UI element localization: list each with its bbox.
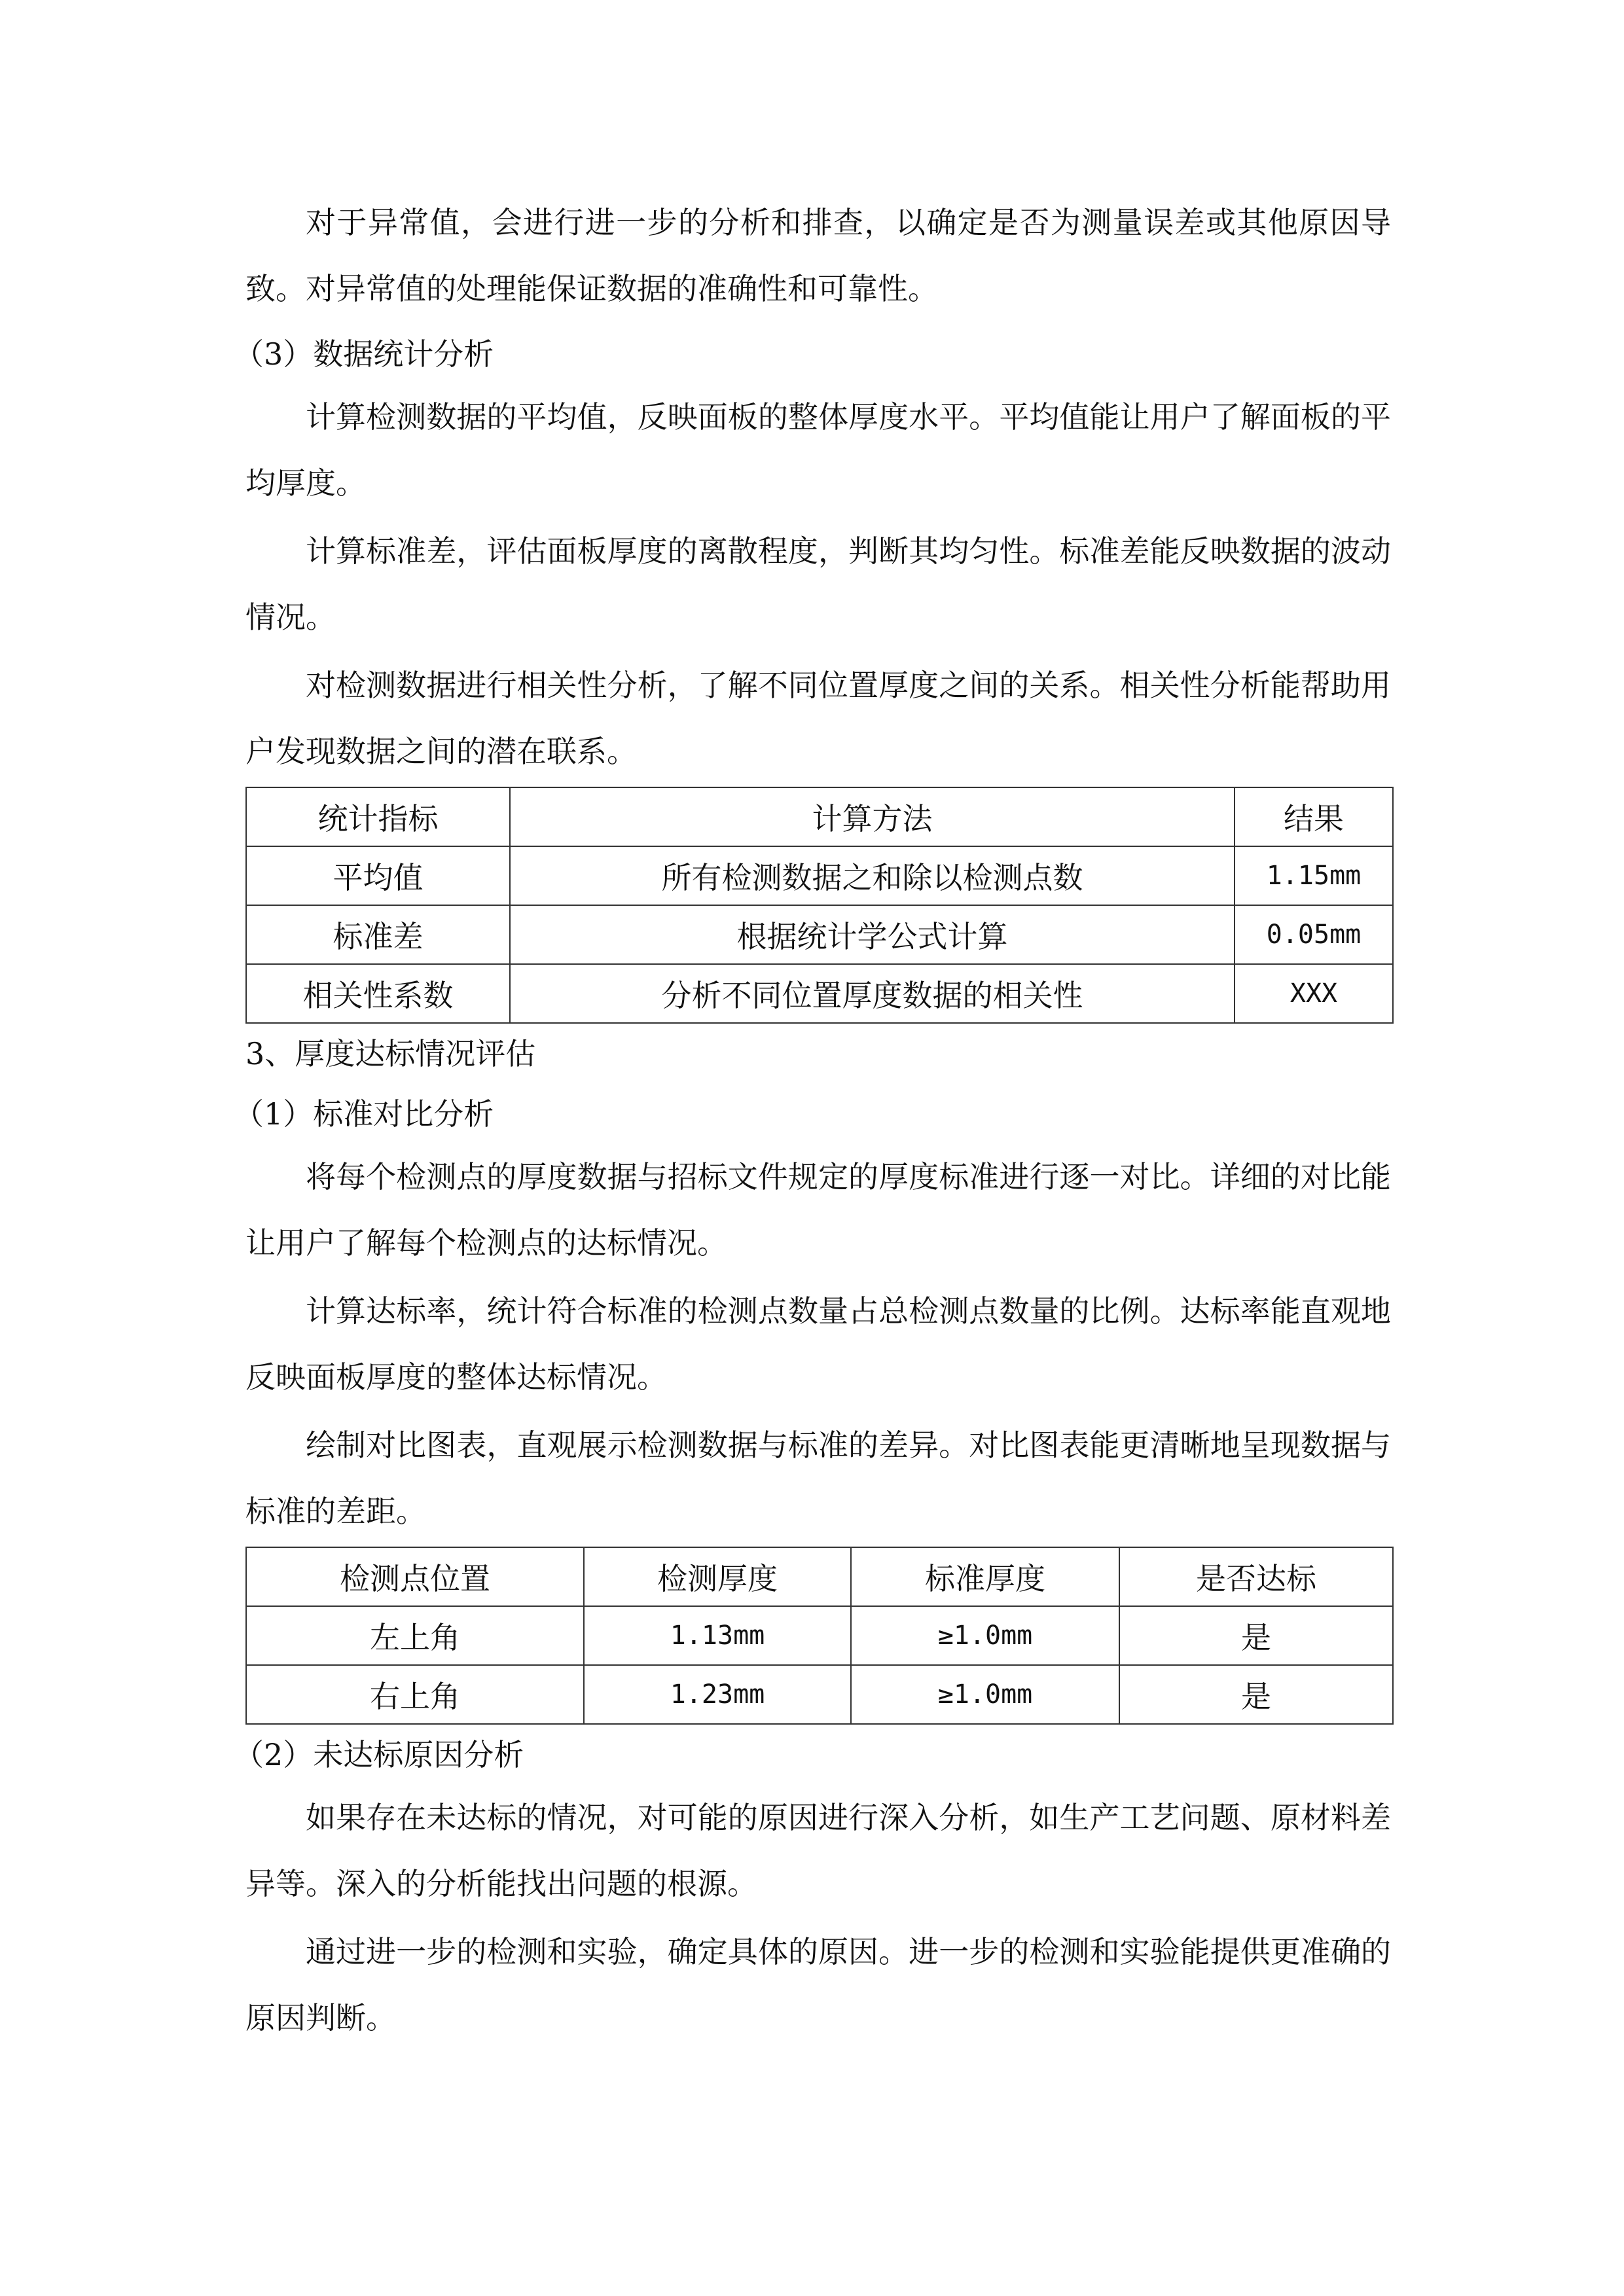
table-row [246, 905, 1393, 964]
heading-failure-cause: （2）未达标原因分析 [234, 1737, 524, 1772]
document-page [234, 190, 1391, 2053]
table-cell: 根据统计学公式计算 [510, 905, 1235, 964]
table-cell: ≥1.0mm [851, 1665, 1119, 1724]
table-cell: 1.13mm [584, 1606, 851, 1665]
paragraph-mean: 计算检测数据的平均值，反映面板的整体厚度水平。平均值能让用户了解面板的平均厚度。 [245, 399, 1391, 501]
table-header-row [246, 787, 1393, 846]
table-header-cell: 是否达标 [1119, 1547, 1393, 1606]
paragraph-stddev: 计算标准差，评估面板厚度的离散程度，判断其均匀性。标准差能反映数据的波动情况。 [245, 533, 1391, 635]
table-row [246, 1606, 1393, 1665]
table-cell: XXX [1235, 964, 1393, 1023]
section-heading-thickness-compliance: 3、厚度达标情况评估 [245, 1036, 536, 1071]
table-row [246, 964, 1393, 1023]
paragraph-correlation: 对检测数据进行相关性分析，了解不同位置厚度之间的关系。相关性分析能帮助用户发现数据之间的潜在联系。 [245, 668, 1391, 769]
table-cell: 左上角 [246, 1606, 584, 1665]
table-row [246, 846, 1393, 905]
table-cell: 平均值 [246, 846, 510, 905]
paragraph-root-cause: 如果存在未达标的情况，对可能的原因进行深入分析，如生产工艺问题、原材料差异等。深入的分析能找出问题的根源。 [245, 1800, 1391, 1901]
table-header-cell: 检测点位置 [246, 1547, 584, 1606]
table-header-row [246, 1547, 1393, 1606]
statistics-table [245, 787, 1394, 1024]
paragraph-outlier-handling: 对于异常值，会进行进一步的分析和排查，以确定是否为测量误差或其他原因导致。对异常值的处理能保证数据的准确性和可靠性。 [245, 205, 1391, 306]
paragraph-point-comparison: 将每个检测点的厚度数据与招标文件规定的厚度标准进行逐一对比。详细的对比能让用户了解每个检测点的达标情况。 [245, 1159, 1391, 1261]
paragraph-comparison-chart: 绘制对比图表，直观展示检测数据与标准的差异。对比图表能更清晰地呈现数据与标准的差距。 [245, 1427, 1391, 1529]
table-cell: ≥1.0mm [851, 1606, 1119, 1665]
table-header-cell: 检测厚度 [584, 1547, 851, 1606]
table-header-cell: 统计指标 [246, 787, 510, 846]
table-cell: 1.23mm [584, 1665, 851, 1724]
table-header-cell: 结果 [1235, 787, 1393, 846]
table-cell: 所有检测数据之和除以检测点数 [510, 846, 1235, 905]
paragraph-pass-rate: 计算达标率，统计符合标准的检测点数量占总检测点数量的比例。达标率能直观地反映面板厚度的整体达标情况。 [245, 1293, 1391, 1395]
table-cell: 标准差 [246, 905, 510, 964]
table-cell: 是 [1119, 1606, 1393, 1665]
table-row [246, 1665, 1393, 1724]
compliance-table [245, 1547, 1394, 1725]
table-cell: 是 [1119, 1665, 1393, 1724]
paragraph-further-testing: 通过进一步的检测和实验，确定具体的原因。进一步的检测和实验能提供更准确的原因判断。 [245, 1934, 1391, 2036]
table-cell: 右上角 [246, 1665, 584, 1724]
table-cell: 1.15mm [1235, 846, 1393, 905]
table-cell: 0.05mm [1235, 905, 1393, 964]
heading-standard-comparison: （1）标准对比分析 [234, 1096, 494, 1132]
table-header-cell: 计算方法 [510, 787, 1235, 846]
table-cell: 分析不同位置厚度数据的相关性 [510, 964, 1235, 1023]
heading-data-statistics: （3）数据统计分析 [234, 336, 494, 372]
table-cell: 相关性系数 [246, 964, 510, 1023]
table-header-cell: 标准厚度 [851, 1547, 1119, 1606]
